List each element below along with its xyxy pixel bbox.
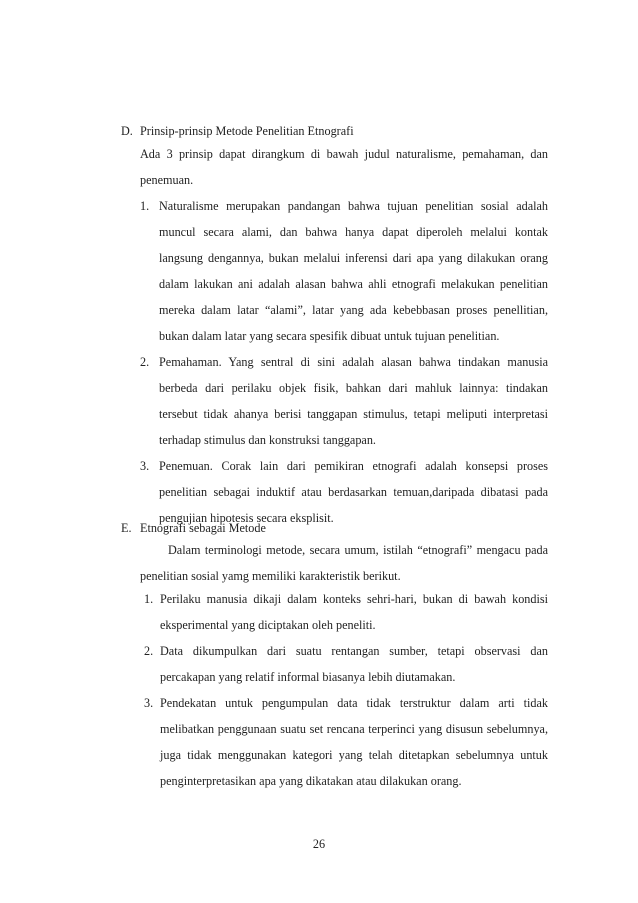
list-item-number: 3. bbox=[144, 696, 154, 710]
list-item-number: 2. bbox=[140, 355, 150, 369]
section-intro: Ada 3 prinsip dapat dirangkum di bawah judul naturalisme, pemahaman, dan penemuan. bbox=[140, 147, 548, 187]
list-item-number: 2. bbox=[144, 644, 154, 658]
section-intro: Dalam terminologi metode, secara umum, istilah “etnografi” mengacu pada penelitian sosial yamg memiliki karakteristik berikut. bbox=[140, 543, 548, 583]
list-item-text: Perilaku manusia dikaji dalam konteks sehri-hari, bukan di bawah kondisi eksperimental yang diciptakan oleh peneliti. bbox=[160, 592, 548, 632]
page-number: 26 bbox=[312, 837, 326, 851]
list-item-text: Pendekatan untuk pengumpulan data tidak terstruktur dalam arti tidak melibatkan penggunaan suatu set rencana terperinci yang disusun sebelumnya, juga tidak menggunakan kategori yang telah ditetapkan sebelumnya untuk penginterpretasikan apa yang dikatakan atau dilakukan orang. bbox=[160, 696, 548, 788]
section-letter: D. bbox=[121, 124, 133, 138]
section-title: Prinsip-prinsip Metode Penelitian Etnografi bbox=[140, 124, 354, 138]
list-item-number: 3. bbox=[140, 459, 150, 473]
section-letter: E. bbox=[121, 521, 132, 535]
list-item-text: Data dikumpulkan dari suatu rentangan sumber, tetapi observasi dan percakapan yang relatif informal biasanya lebih diutamakan. bbox=[160, 644, 548, 684]
list-item-number: 1. bbox=[144, 592, 154, 606]
section-title: Etnografi sebagai Metode bbox=[140, 521, 266, 535]
list-item-text: Naturalisme merupakan pandangan bahwa tujuan penelitian sosial adalah muncul secara alami, dan bahwa hanya dapat diperoleh melalui kontak langsung dengannya, bukan melalui inferensi dari apa yang dilakukan orang dalam lakukan ani adalah alasan bahwa ahli etnografi melakukan penelitian mereka dalam latar “alami”, latar yang ada kebebbasan proses penellitian, bukan dalam latar yang secara spesifik dibuat untuk tujuan penelitian. bbox=[159, 199, 548, 343]
list-item-text: Pemahaman. Yang sentral di sini adalah alasan bahwa tindakan manusia berbeda dari perilaku objek fisik, bahkan dari mahluk lainnya: tindakan tersebut tidak ahanya berisi tanggapan stimulus, tetapi meliputi interpretasi terhadap stimulus dan konstruksi tanggapan. bbox=[159, 355, 548, 447]
list-item-number: 1. bbox=[140, 199, 150, 213]
list-item-text: Penemuan. Corak lain dari pemikiran etnografi adalah konsepsi proses penelitian sebagai induktif atau berdasarkan temuan,daripada dibatasi pada pengujian hipotesis secara eksplisit. bbox=[159, 459, 548, 525]
